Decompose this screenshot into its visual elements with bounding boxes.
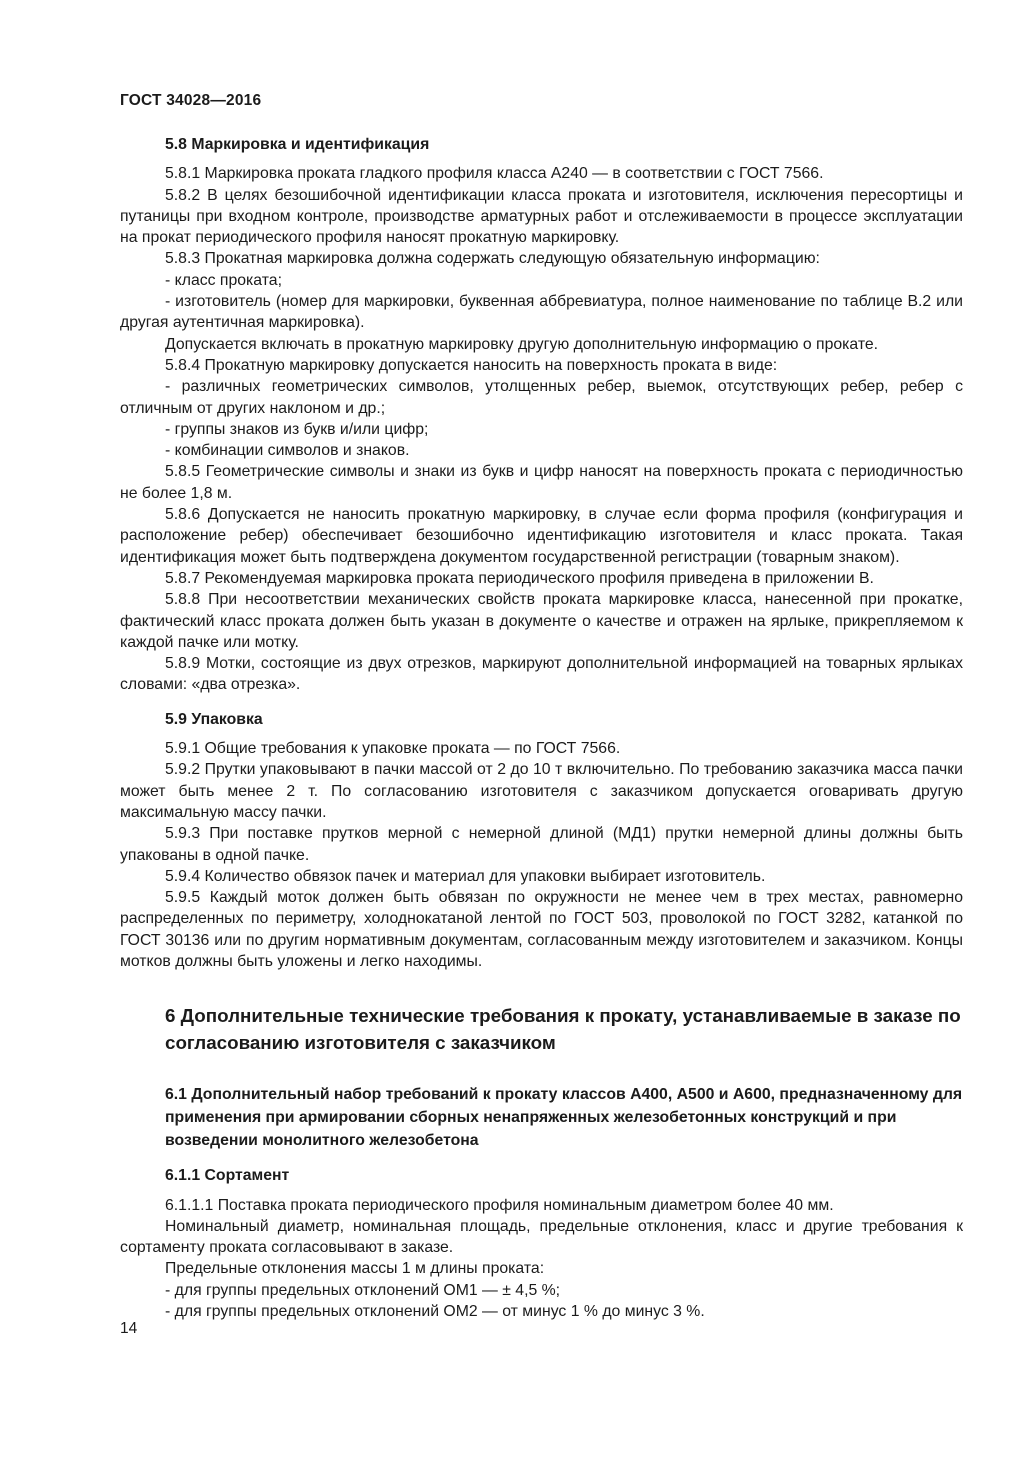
running-header: ГОСТ 34028—2016 xyxy=(120,92,262,109)
section-heading: 6 Дополнительные технические требования к прокату, устанавливаемые в заказе по согласованию изготовителя с заказчиком xyxy=(165,1005,961,1054)
section-heading: 6.1 Дополнительный набор требований к прокату классов А400, А500 и А600, предназначенному для применения при армировании сборных ненапряженных железобетонных конструкций и при возведении монолитного железобетона xyxy=(165,1086,963,1150)
paragraph: 5.9.1 Общие требования к упаковке проката — по ГОСТ 7566. xyxy=(165,740,621,758)
paragraph: Номинальный диаметр, номинальная площадь, предельные отклонения, класс и другие требования к сортаменту проката согласовывают в заказе. xyxy=(120,1217,963,1257)
paragraph: - для группы предельных отклонений ОМ1 — ± 4,5 %; xyxy=(165,1281,561,1299)
paragraph: 5.8.1 Маркировка проката гладкого профиля класса А240 — в соответствии с ГОСТ 7566. xyxy=(165,165,824,183)
paragraph: Допускается включать в прокатную маркировку другую дополнительную информацию о прокате. xyxy=(165,335,879,353)
paragraph: 5.8.3 Прокатная маркировка должна содержать следующую обязательную информацию: xyxy=(165,250,820,268)
paragraph: 5.9.2 Прутки упаковывают в пачки массой от 2 до 10 т включительно. По требованию заказчика масса пачки может быть менее 2 т. По согласованию изготовителя с заказчиком допускается оговаривать другую максимальную массу пачки. xyxy=(120,761,963,821)
paragraph: - для группы предельных отклонений ОМ2 — от минус 1 % до минус 3 %. xyxy=(165,1303,705,1321)
page-number: 14 xyxy=(120,1320,138,1337)
paragraph: - изготовитель (номер для маркировки, буквенная аббревиатура, полное наименование по таблице В.2 или другая аутентичная маркировка). xyxy=(120,293,963,332)
paragraph: 5.9.5 Каждый моток должен быть обвязан по окружности не менее чем в трех местах, равномерно распределенных по периметру, холоднокатаной лентой по ГОСТ 503, проволокой по ГОСТ 3282, катанкой по ГОСТ 30136 или по другим нормативным документам, согласованным между изготовителем и заказчиком. Концы мотков должны быть уложены и легко находимы. xyxy=(120,889,963,970)
paragraph: - различных геометрических символов, утолщенных ребер, выемок, отсутствующих ребер, ребер с отличным от других наклоном и др.; xyxy=(120,378,963,417)
paragraph: - комбинации символов и знаков. xyxy=(165,442,410,460)
paragraph: 5.8.9 Мотки, состоящие из двух отрезков, маркируют дополнительной информацией на товарных ярлыках словами: «два отрезка». xyxy=(120,655,963,694)
paragraph: - группы знаков из букв и/или цифр; xyxy=(165,420,429,438)
paragraph: 5.9.4 Количество обвязок пачек и материал для упаковки выбирает изготовитель. xyxy=(165,867,766,885)
paragraph: 5.8.8 При несоответствии механических свойств проката маркировке класса, нанесенной при прокатке, фактический класс проката должен быть указан в документе о качестве и отражен на ярлыке, прикрепляемом к каждой пачке или мотку. xyxy=(120,591,963,651)
paragraph: 5.9.3 При поставке прутков мерной с немерной длиной (МД1) прутки немерной длины должны быть упакованы в одной пачке. xyxy=(120,825,963,864)
paragraph: - класс проката; xyxy=(165,271,282,289)
paragraph: 5.8.5 Геометрические символы и знаки из букв и цифр наносят на поверхность проката с периодичностью не более 1,8 м. xyxy=(120,463,963,502)
paragraph: 5.8.6 Допускается не наносить прокатную маркировку, в случае если форма профиля (конфигурация и расположение ребер) обеспечивает безошибочно идентификацию изготовителя и класс проката. Такая идентификация может быть подтверждена документом государственной регистрации (товарным знаком). xyxy=(120,506,963,566)
section-heading: 5.9 Упаковка xyxy=(165,710,263,728)
section-heading: 6.1.1 Сортамент xyxy=(165,1167,290,1185)
document-content xyxy=(120,134,963,1322)
paragraph: 6.1.1.1 Поставка проката периодического профиля номинальным диаметром более 40 мм. xyxy=(165,1196,834,1214)
paragraph: 5.8.7 Рекомендуемая маркировка проката периодического профиля приведена в приложении В. xyxy=(165,569,874,587)
section-heading: 5.8 Маркировка и идентификация xyxy=(165,136,430,153)
paragraph: 5.8.4 Прокатную маркировку допускается наносить на поверхность проката в виде: xyxy=(165,356,778,374)
paragraph: Предельные отклонения массы 1 м длины проката: xyxy=(165,1260,545,1278)
paragraph: 5.8.2 В целях безошибочной идентификации класса проката и изготовителя, исключения пересортицы и путаницы при входном контроле, производстве арматурных работ и отслеживаемости в процессе эксплуатации на прокат периодического профиля наносят прокатную маркировку. xyxy=(120,186,963,247)
